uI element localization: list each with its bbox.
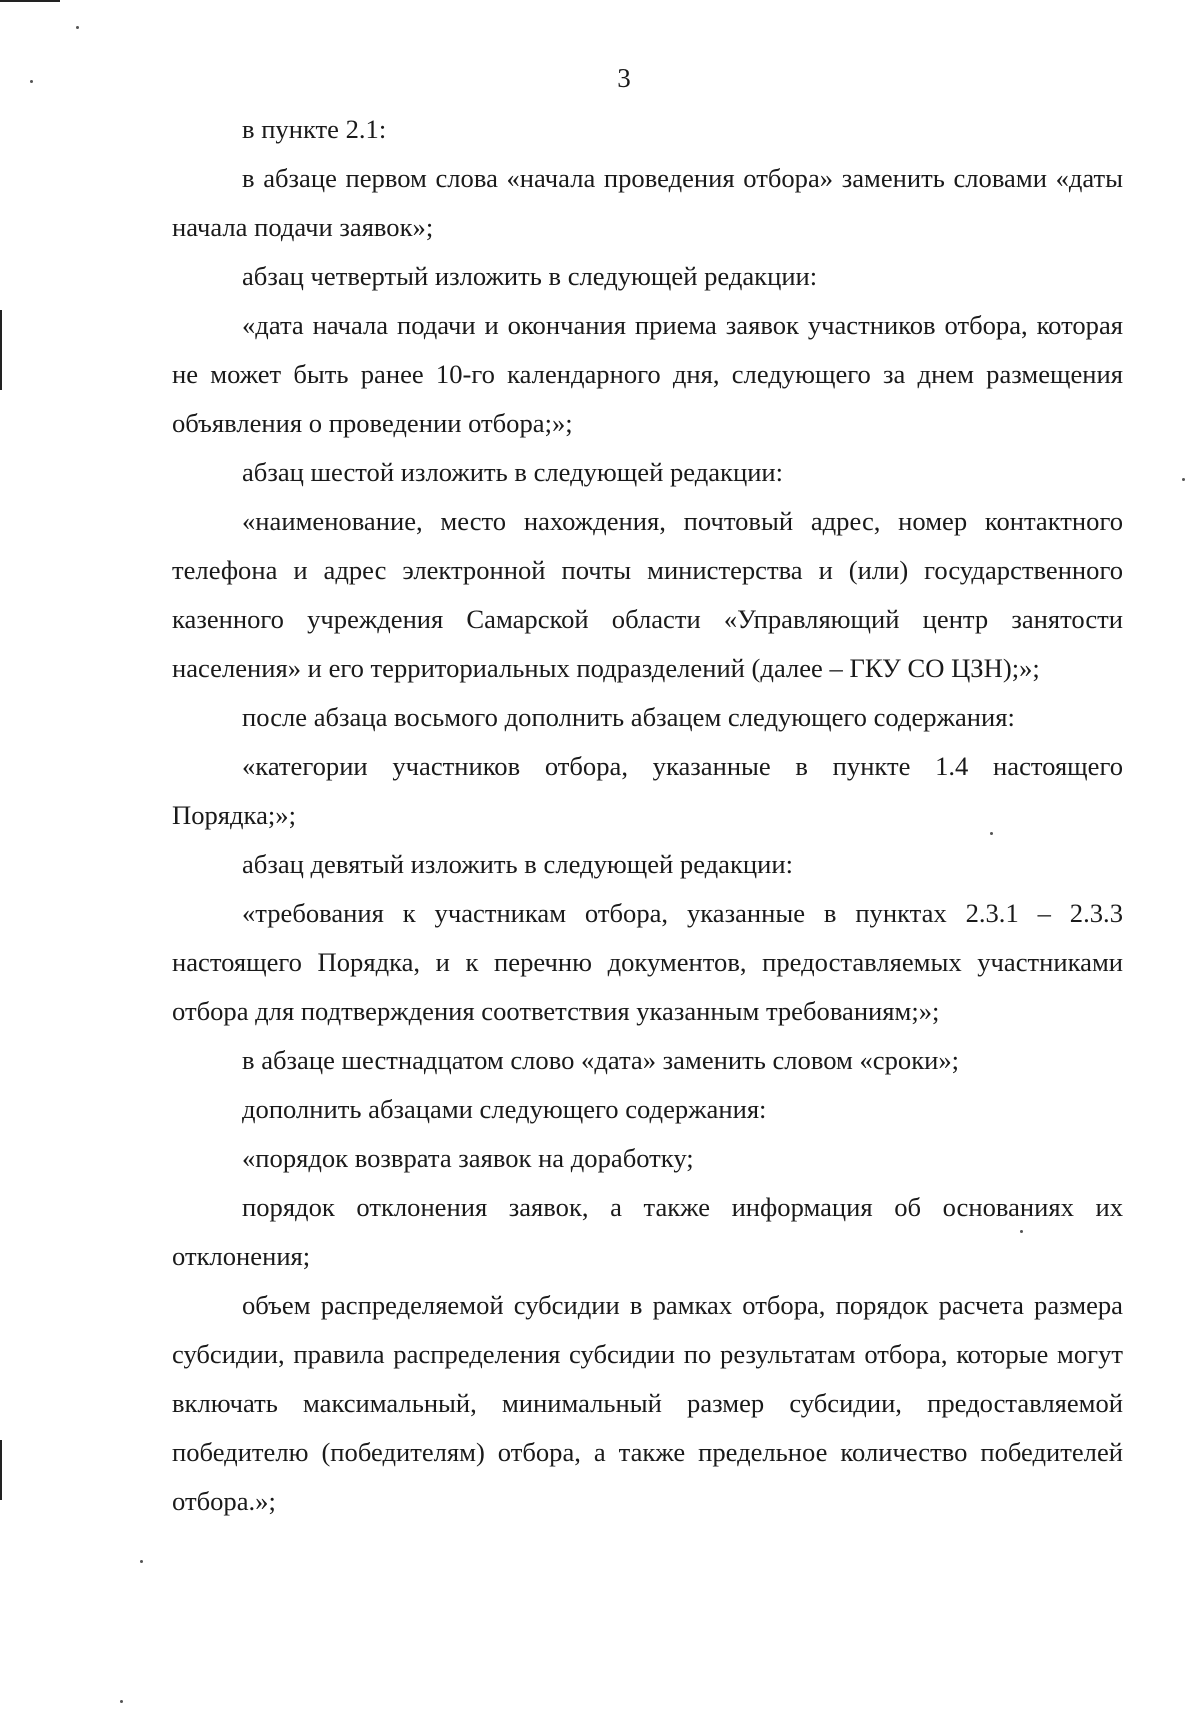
paragraph-13: «порядок возврата заявок на доработку;	[242, 1143, 694, 1173]
scan-speck	[140, 1560, 143, 1563]
paragraph-7: после абзаца восьмого дополнить абзацем следующего содержания:	[242, 702, 1015, 732]
paragraph-8: «категории участников отбора, указанные в пункте 1.4 настоящего Порядка;»;	[172, 751, 1123, 830]
scan-speck	[1182, 478, 1185, 481]
scan-speck	[120, 1700, 123, 1703]
scan-mark-top-left	[0, 0, 60, 2]
document-body	[172, 105, 1123, 1526]
paragraph-9: абзац девятый изложить в следующей редакции:	[242, 849, 793, 879]
paragraph-1: в пункте 2.1:	[242, 114, 387, 144]
scan-speck	[76, 26, 79, 29]
paragraph-6: «наименование, место нахождения, почтовый адрес, номер контактного телефона и адрес электронной почты министерства и (или) государственного казенного учреждения Самарской области «Управляющий центр занятости населения» и его территориальных подразделений (далее – ГКУ СО ЦЗН);»;	[172, 506, 1123, 683]
paragraph-5: абзац шестой изложить в следующей редакции:	[242, 457, 784, 487]
paragraph-12: дополнить абзацами следующего содержания:	[242, 1094, 767, 1124]
paragraph-3: абзац четвертый изложить в следующей редакции:	[242, 261, 818, 291]
paragraph-11: в абзаце шестнадцатом слово «дата» заменить словом «сроки»;	[242, 1045, 960, 1075]
scan-mark-left-edge	[0, 310, 2, 390]
paragraph-10: «требования к участникам отбора, указанные в пунктах 2.3.1 – 2.3.3 настоящего Порядка, и к перечню документов, предоставляемых участниками отбора для подтверждения соответствия указанным требованиям;»;	[172, 898, 1123, 1026]
page-number: 3	[617, 63, 631, 93]
scan-mark-left-edge-lower	[0, 1440, 2, 1500]
paragraph-2: в абзаце первом слова «начала проведения отбора» заменить словами «даты начала подачи заявок»;	[172, 163, 1123, 242]
paragraph-15: объем распределяемой субсидии в рамках отбора, порядок расчета размера субсидии, правила распределения субсидии по результатам отбора, которые могут включать максимальный, минимальный размер субсидии, предоставляемой победителю (победителям) отбора, а также предельное количество победителей отбора.»;	[172, 1290, 1123, 1516]
paragraph-14: порядок отклонения заявок, а также информация об основаниях их отклонения;	[172, 1192, 1123, 1271]
paragraph-4: «дата начала подачи и окончания приема заявок участников отбора, которая не может быть ранее 10-го календарного дня, следующего за днем размещения объявления о проведении отбора;»;	[172, 310, 1123, 438]
